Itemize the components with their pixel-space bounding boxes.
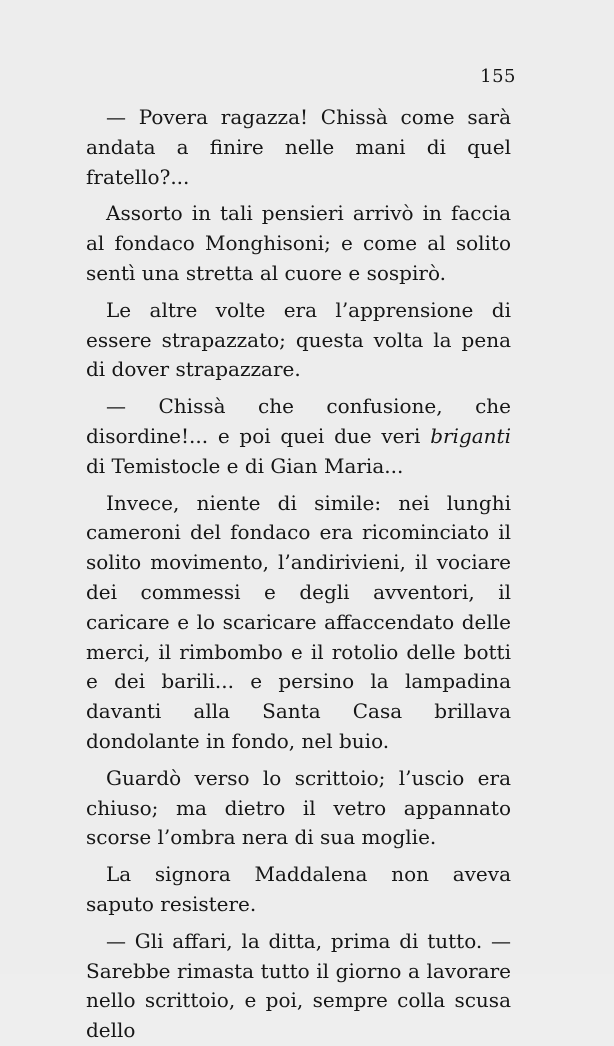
paragraph-business-first: — Gli affari, la ditta, prima di tutto. — Sarebbe rimasta tutto il giorno a lavorare nello scrittoio, e poi, sempre colla scusa dello [86,928,511,1043]
paragraph-warehouse-activity: Invece, niente di simile: nei lunghi cameroni del fondaco era ricominciato il solito movimento, l’andirivieni, il vociare dei commessi e degli avventori, il caricare e lo scaricare affaccendato delle merci, il rimbombo e il rotolio delle botti e dei barili... e persino la lampadina davanti alla Santa Casa brillava dondolante in fondo, nel buio. [86,490,511,753]
paragraph-arrival-at-warehouse: Assorto in tali pensieri arrivò in faccia al fondaco Monghisoni; e come al solito sentì una stretta al cuore e sospirò. [86,201,511,285]
paragraph-poor-girl: — Povera ragazza! Chissà come sarà andata a finire nelle mani di quel fratello?... [86,105,511,189]
paragraph-confusion-text-after: di Temistocle e di Gian Maria... [86,453,404,478]
paragraph-apprehension: Le altre volte era l’apprensione di essere strapazzato; questa volta la pena di dover strapazzare. [86,297,511,382]
paragraph-confusion-text-before: — Chissà che confusione, che disordine!... e poi quei due veri [86,394,511,448]
paragraph-maddalena: La signora Maddalena non aveva saputo resistere. [86,862,511,916]
page-text [86,103,511,1046]
italic-word-briganti: briganti [430,423,511,448]
paragraph-confusion [86,392,511,481]
page-number: 155 [480,66,516,87]
paragraph-office-shadow: Guardò verso lo scrittoio; l’uscio era chiuso; ma dietro il vetro appannato scorse l’ombra nera di sua moglie. [86,765,511,850]
